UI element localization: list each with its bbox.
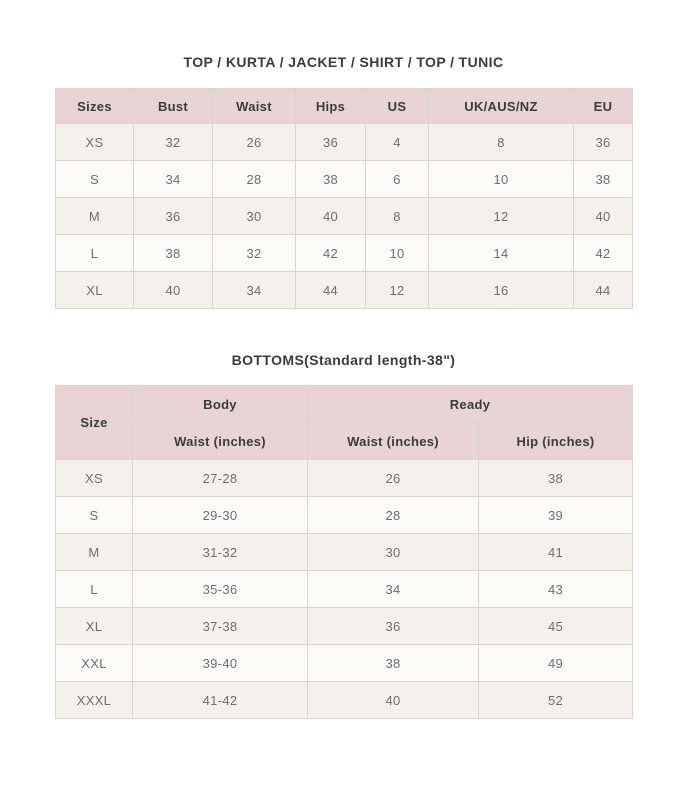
measurement-cell: 8 [429, 124, 574, 161]
column-header: UK/AUS/NZ [429, 89, 574, 124]
bottoms-table-body [56, 460, 633, 719]
measurement-cell: 44 [296, 272, 366, 309]
table-row [56, 161, 633, 198]
size-label-cell: L [56, 235, 134, 272]
size-label-cell: XS [56, 124, 134, 161]
tops-size-chart-title: TOP / KURTA / JACKET / SHIRT / TOP / TUNIC [183, 54, 504, 70]
column-header: US [366, 89, 429, 124]
measurement-cell: 26 [308, 460, 479, 497]
measurement-cell: 40 [308, 682, 479, 719]
size-label-cell: M [56, 198, 134, 235]
measurement-cell: 36 [134, 198, 213, 235]
size-label-cell: XXL [56, 645, 133, 682]
measurement-cell: 32 [213, 235, 296, 272]
column-group-body: Body [133, 386, 308, 423]
column-header: Sizes [56, 89, 134, 124]
measurement-cell: 36 [308, 608, 479, 645]
measurement-cell: 32 [134, 124, 213, 161]
column-group-ready: Ready [308, 386, 633, 423]
column-header: Hips [296, 89, 366, 124]
measurement-cell: 41 [479, 534, 633, 571]
measurement-cell: 40 [134, 272, 213, 309]
measurement-cell: 26 [213, 124, 296, 161]
table-row [56, 571, 633, 608]
measurement-cell: 16 [429, 272, 574, 309]
size-label-cell: XS [56, 460, 133, 497]
table-row [56, 645, 633, 682]
measurement-cell: 10 [429, 161, 574, 198]
measurement-cell: 38 [479, 460, 633, 497]
measurement-cell: 42 [574, 235, 633, 272]
column-header-body-waist: Waist (inches) [133, 423, 308, 460]
tops-size-chart-table [55, 88, 633, 309]
size-label-cell: XL [56, 608, 133, 645]
measurement-cell: 30 [308, 534, 479, 571]
measurement-cell: 52 [479, 682, 633, 719]
table-row [56, 235, 633, 272]
measurement-cell: 39 [479, 497, 633, 534]
table-row [56, 608, 633, 645]
size-label-cell: XXXL [56, 682, 133, 719]
measurement-cell: 44 [574, 272, 633, 309]
measurement-cell: 34 [308, 571, 479, 608]
measurement-cell: 41-42 [133, 682, 308, 719]
size-label-cell: XL [56, 272, 134, 309]
column-header: Bust [134, 89, 213, 124]
measurement-cell: 38 [308, 645, 479, 682]
measurement-cell: 10 [366, 235, 429, 272]
size-label-cell: L [56, 571, 133, 608]
measurement-cell: 6 [366, 161, 429, 198]
measurement-cell: 34 [213, 272, 296, 309]
measurement-cell: 28 [308, 497, 479, 534]
measurement-cell: 8 [366, 198, 429, 235]
column-header: EU [574, 89, 633, 124]
table-row [56, 460, 633, 497]
measurement-cell: 40 [296, 198, 366, 235]
measurement-cell: 35-36 [133, 571, 308, 608]
table-row [56, 272, 633, 309]
table-row [56, 497, 633, 534]
table-row [56, 534, 633, 571]
measurement-cell: 38 [134, 235, 213, 272]
column-header-ready-waist: Waist (inches) [308, 423, 479, 460]
measurement-cell: 12 [366, 272, 429, 309]
measurement-cell: 29-30 [133, 497, 308, 534]
column-header-size: Size [56, 386, 133, 460]
measurement-cell: 45 [479, 608, 633, 645]
measurement-cell: 31-32 [133, 534, 308, 571]
column-header: Waist [213, 89, 296, 124]
measurement-cell: 4 [366, 124, 429, 161]
measurement-cell: 36 [574, 124, 633, 161]
tops-table-body [56, 124, 633, 309]
measurement-cell: 34 [134, 161, 213, 198]
measurement-cell: 27-28 [133, 460, 308, 497]
bottoms-header-group-row [56, 386, 633, 423]
table-row [56, 198, 633, 235]
measurement-cell: 38 [574, 161, 633, 198]
measurement-cell: 40 [574, 198, 633, 235]
measurement-cell: 39-40 [133, 645, 308, 682]
measurement-cell: 14 [429, 235, 574, 272]
measurement-cell: 42 [296, 235, 366, 272]
table-row [56, 682, 633, 719]
measurement-cell: 30 [213, 198, 296, 235]
table-row [56, 124, 633, 161]
bottoms-size-chart-table [55, 385, 633, 719]
measurement-cell: 49 [479, 645, 633, 682]
column-header-ready-hip: Hip (inches) [479, 423, 633, 460]
measurement-cell: 43 [479, 571, 633, 608]
measurement-cell: 37-38 [133, 608, 308, 645]
size-label-cell: S [56, 161, 134, 198]
size-label-cell: S [56, 497, 133, 534]
measurement-cell: 36 [296, 124, 366, 161]
measurement-cell: 28 [213, 161, 296, 198]
bottoms-header-sub-row [56, 423, 633, 460]
size-label-cell: M [56, 534, 133, 571]
bottoms-size-chart-title: BOTTOMS(Standard length-38") [231, 352, 456, 368]
tops-header-row [56, 89, 633, 124]
measurement-cell: 38 [296, 161, 366, 198]
measurement-cell: 12 [429, 198, 574, 235]
